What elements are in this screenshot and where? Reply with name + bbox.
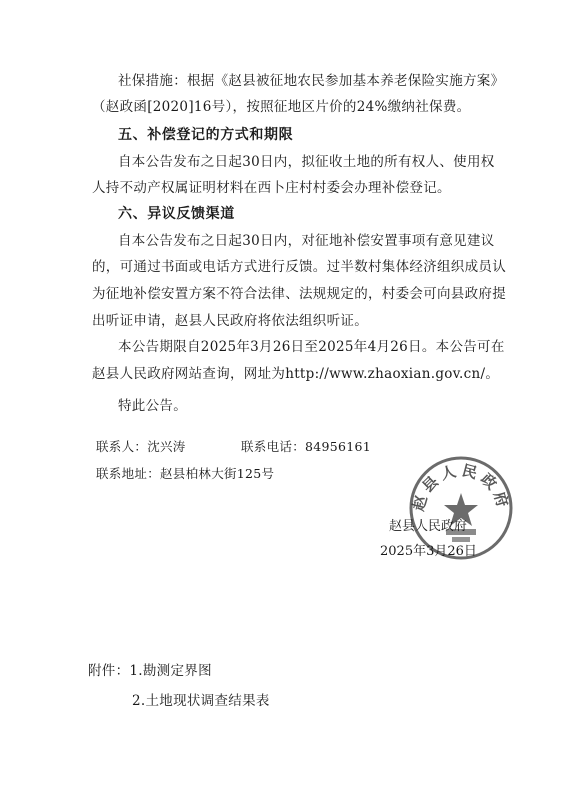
paragraph-feedback-line1: 自本公告发布之日起30日内，对征地补偿安置事项有意见建议 — [118, 233, 495, 249]
closing-text: 特此公告。 — [118, 398, 187, 414]
paragraph-period-line2: 赵县人民政府网站查询，网址为http://www.zhaoxian.gov.cn/。 — [92, 366, 500, 382]
signature-org: 赵县人民政府 — [389, 519, 468, 534]
seal-text: 赵县人民政府 — [409, 461, 513, 513]
paragraph-feedback-line3: 为征地补偿安置方案不符合法律、法规规定的，村委会可向县政府提 — [92, 286, 506, 302]
section-heading-5: 五、补偿登记的方式和期限 — [118, 127, 294, 143]
paragraph-registration-line2: 人持不动产权属证明材料在西卜庄村村委会办理补偿登记。 — [92, 180, 451, 196]
attachment-item-1: 附件：1.勘测定界图 — [88, 663, 212, 679]
paragraph-registration-line1: 自本公告发布之日起30日内，拟征收土地的所有权人、使用权 — [118, 154, 495, 170]
paragraph-feedback-line4: 出听证申请，赵县人民政府将依法组织听证。 — [92, 313, 368, 329]
paragraph-social-security-line2: （赵政函[2020]16号），按照征地区片价的24%缴纳社保费。 — [92, 99, 471, 115]
attachment-item-2: 2.土地现状调查结果表 — [132, 693, 270, 709]
signature-date: 2025年3月26日 — [380, 544, 477, 559]
section-heading-6: 六、异议反馈渠道 — [118, 206, 235, 222]
paragraph-social-security-line1: 社保措施：根据《赵县被征地农民参加基本养老保险实施方案》 — [118, 73, 505, 89]
contact-address: 联系地址：赵县柏林大街125号 — [96, 466, 275, 481]
contact-person: 联系人：沈兴涛 — [96, 439, 186, 454]
paragraph-feedback-line2: 的，可通过书面或电话方式进行反馈。过半数村集体经济组织成员认 — [92, 259, 506, 275]
paragraph-period-line1: 本公告期限自2025年3月26日至2025年4月26日。本公告可在 — [118, 339, 505, 355]
contact-phone: 联系电话：84956161 — [241, 439, 372, 454]
